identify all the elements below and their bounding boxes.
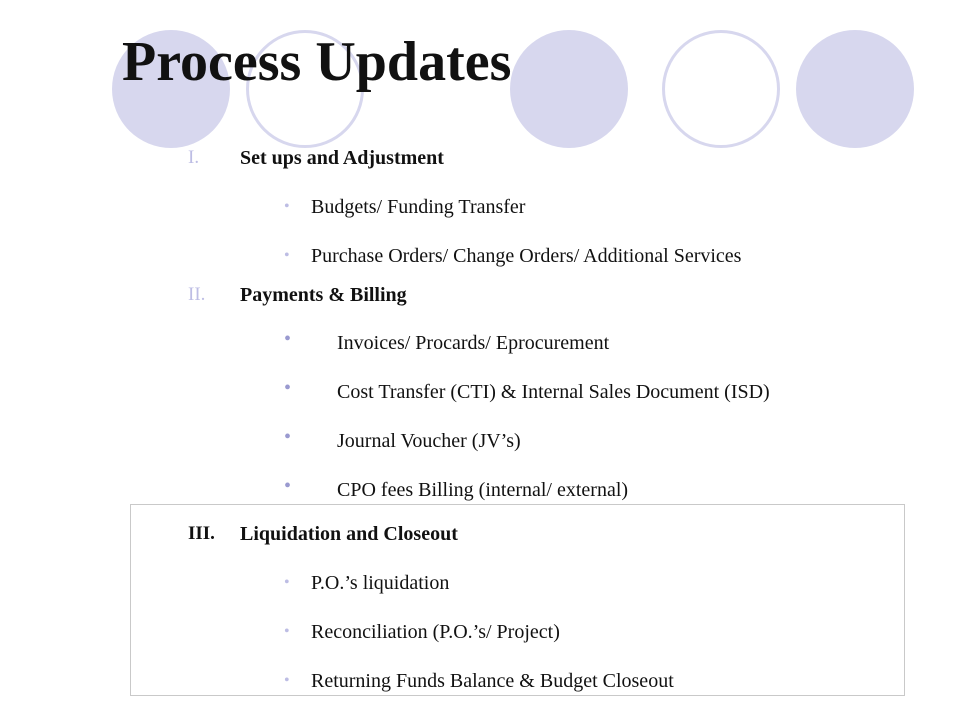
bullet-icon: • xyxy=(284,623,290,640)
section-3-item-3: Returning Funds Balance & Budget Closeout xyxy=(311,670,674,692)
bullet-icon: • xyxy=(284,377,292,399)
decor-ring-4 xyxy=(662,30,780,148)
section-2-item-1: Invoices/ Procards/ Eprocurement xyxy=(337,332,610,354)
section-1-numeral: I. xyxy=(188,147,200,168)
section-3-item-2: Reconciliation (P.O.’s/ Project) xyxy=(311,621,560,643)
section-3-numeral: III. xyxy=(188,523,215,544)
bullet-icon: • xyxy=(284,247,290,264)
section-2-item-2: Cost Transfer (CTI) & Internal Sales Document (ISD) xyxy=(337,381,770,403)
section-2-heading: Payments & Billing xyxy=(240,284,407,306)
bullet-icon: • xyxy=(284,328,292,350)
bullet-icon: • xyxy=(284,574,290,591)
section-2-item-3: Journal Voucher (JV’s) xyxy=(337,430,521,452)
section-2-item-4: CPO fees Billing (internal/ external) xyxy=(337,479,629,501)
decor-circle-5 xyxy=(796,30,914,148)
section-1-item-1: Budgets/ Funding Transfer xyxy=(311,196,526,218)
section-1-item-2: Purchase Orders/ Change Orders/ Additional Services xyxy=(311,245,742,267)
section-1-heading: Set ups and Adjustment xyxy=(240,147,444,169)
bullet-icon: • xyxy=(284,198,290,215)
bullet-icon: • xyxy=(284,475,292,497)
slide-title: Process Updates xyxy=(122,31,512,93)
decor-circle-3 xyxy=(510,30,628,148)
section-2-numeral: II. xyxy=(188,284,206,305)
section-3-item-1: P.O.’s liquidation xyxy=(311,572,450,594)
bullet-icon: • xyxy=(284,426,292,448)
section-3-heading: Liquidation and Closeout xyxy=(240,523,458,545)
bullet-icon: • xyxy=(284,672,290,689)
